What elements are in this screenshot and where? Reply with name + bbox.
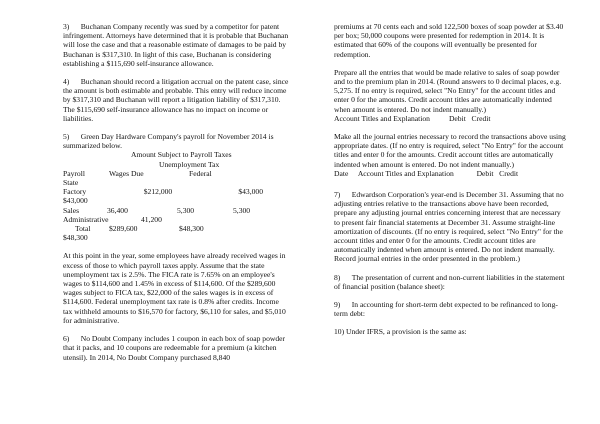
question-6-continued: premiums at 70 cents each and sold 122,500 boxes of soap powder at $3.40 per box; 50,000 coupons were presented for redemption in 2014. It is estimated that 60% of the coupons will eventually be presented for redemption. — [334, 22, 564, 59]
factory-state: $43,000 — [63, 196, 88, 206]
question-5-body: At this point in the year, some employees have already received wages in excess of those to which payroll taxes apply. Assume that the state unemployment tax is 2.5%. The FICA rate is 7.65% on an employee's wages to $114,600 and 1.45% in excess of $114,600. Of the $289,600 wages subject to FICA tax, $22,000 of the sales wages is in excess of $114,600. Federal unemployment tax rate is 0.8% after credits. Income tax withheld amounts to $16,570 for factory, $6,110 for sales, and $5,010 for administrative. — [63, 251, 286, 325]
question-6: 6) No Doubt Company includes 1 coupon in each box of soap powder that it packs, and 10 coupons are redeemable for a premium (a kitchen utensil). In 2014, No Doubt Company purchased 8,840 — [63, 334, 286, 362]
col-wages-due: Wages Due — [109, 168, 144, 178]
question-10: 10) Under IFRS, a provision is the same as: — [334, 327, 467, 337]
payroll-row-total: Total $289,600 $48,300 — [75, 224, 204, 234]
payroll-table — [63, 150, 289, 242]
journal-columns: Account Titles and Explanation Debit Credit — [334, 113, 491, 123]
col-federal: Federal — [189, 168, 212, 178]
question-9: 9) In accounting for short-term debt expected to be refinanced to long-term debt: — [334, 300, 558, 319]
payroll-header-unemployment: Unemployment Tax — [159, 159, 220, 169]
journal-columns-dated: Date Account Titles and Explanation Debit Credit — [334, 168, 519, 178]
payroll-row-factory: Factory $212,000 $43,000 — [63, 187, 263, 197]
question-3: 3) Buchanan Company recently was sued by a competitor for patent infringement. Attorneys have determined that it is probable that Buchanan will lose the case and that a reasonable estimate of damages to be paid by Buchanan is $317,310. In light of this case, Buchanan is considering establishing a $115,690 self-insurance allowance. — [63, 22, 289, 68]
question-6-instructions: Prepare all the entries that would be made relative to sales of soap powder and to the premium plan in 2014. (Round answers to 0 decimal places, e.g. 5,275. If no entry is required, select "No Entry" for the account titles and enter 0 for the amounts. Credit account titles are automatically indented when amount is entered. Do not indent manually.) — [334, 67, 562, 114]
col-payroll: Payroll — [63, 168, 85, 178]
question-8: 8) The presentation of current and non-current liabilities in the statement of financial position (balance sheet): — [334, 272, 565, 291]
payroll-header-subject: Amount Subject to Payroll Taxes — [131, 150, 232, 160]
payroll-row-admin: Administrative 41,200 — [63, 214, 162, 224]
left-column — [63, 22, 289, 362]
question-7: 7) Edwardson Corporation's year-end is December 31. Assuming that no adjusting entries relative to the transactions above have been recorded, prepare any adjusting journal entries concerning interest that are necessary to present fair financial statements at December 31. Assume straight-line amortization of discounts. (If no entry is required, select "No Entry" for the account titles and enter 0 for the amounts. Credit account titles are automatically indented when amount is entered. Do not indent manually. Record journal entries in the order presented in the problem.) — [334, 190, 564, 264]
question-6-instructions-2: Make all the journal entries necessary to record the transactions above using appropriate dates. (If no entry is required, select "No Entry" for the account titles and enter 0 for the amounts. Credit account titles are automatically indented when amount is entered. Do not indent manually.) — [334, 132, 566, 169]
payroll-row-sales: Sales 36,400 5,300 5,300 — [63, 205, 251, 215]
question-5: 5) Green Day Hardware Company's payroll for November 2014 is summarized below. — [63, 132, 274, 151]
right-column — [334, 22, 566, 337]
col-state: State — [63, 178, 79, 188]
question-4: 4) Buchanan should record a litigation accrual on the patent case, since the amount is both estimable and probable. This entry will reduce income by $317,310 and Buchanan will report a litigation liability of $317,310. The $115,690 self-insurance allowance has no impact on income or liabilities. — [63, 77, 289, 123]
total-state: $48,300 — [63, 233, 88, 243]
